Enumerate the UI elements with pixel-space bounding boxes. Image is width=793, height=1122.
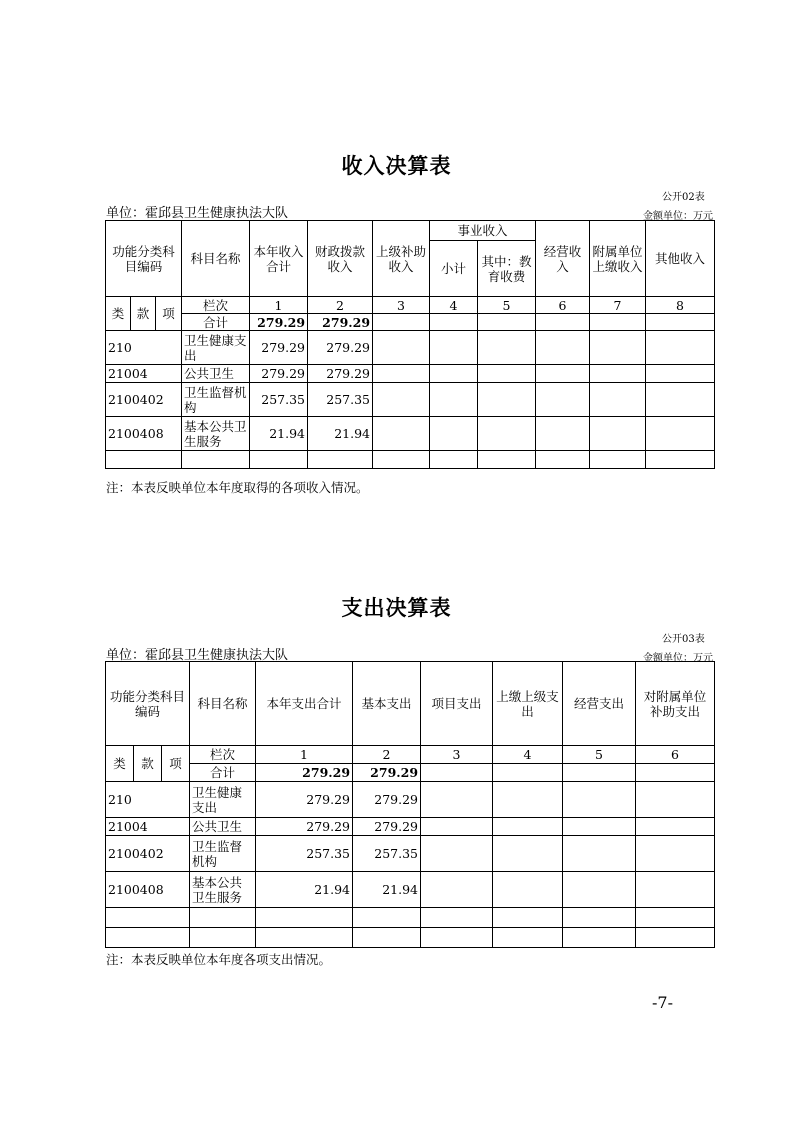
expense-header-xiang: 项 xyxy=(162,746,190,782)
table-row xyxy=(106,836,715,872)
expense-col-num: 6 xyxy=(636,746,715,764)
income-total-label: 合计 xyxy=(182,314,250,331)
row-name: 卫生监督机构 xyxy=(182,383,250,417)
row-total: 257.35 xyxy=(250,383,308,417)
row-total: 257.35 xyxy=(256,836,353,872)
expense-column-no-label: 栏次 xyxy=(190,746,256,764)
expense-header-lei: 类 xyxy=(106,746,134,782)
income-col-num: 3 xyxy=(373,297,430,314)
income-col-num: 1 xyxy=(250,297,308,314)
expense-total-basic: 279.29 xyxy=(353,764,421,782)
row-total: 21.94 xyxy=(256,872,353,908)
row-total: 279.29 xyxy=(256,818,353,836)
table-row-empty xyxy=(106,928,715,948)
row-total: 279.29 xyxy=(256,782,353,818)
income-amount-unit: 金额单位：万元 xyxy=(643,211,713,222)
income-total-row xyxy=(106,314,715,331)
expense-note: 注：本表反映单位本年度各项支出情况。 xyxy=(106,952,332,967)
row-name: 卫生监督机构 xyxy=(190,836,256,872)
expense-header-project: 项目支出 xyxy=(421,662,493,746)
expense-amount-unit: 金额单位：万元 xyxy=(643,653,713,664)
income-header-superior: 上级补助收入 xyxy=(373,221,430,297)
row-name: 基本公共卫生服务 xyxy=(190,872,256,908)
income-header-fiscal: 财政拨款收入 xyxy=(308,221,373,297)
expense-header-func-code: 功能分类科目编码 xyxy=(106,662,190,746)
row-name: 卫生健康支出 xyxy=(182,331,250,365)
income-note: 注：本表反映单位本年度取得的各项收入情况。 xyxy=(106,480,369,495)
expense-col-num: 5 xyxy=(563,746,636,764)
income-col-num: 6 xyxy=(536,297,590,314)
table-row-empty xyxy=(106,908,715,928)
table-row xyxy=(106,872,715,908)
row-total: 279.29 xyxy=(250,365,308,383)
row-code: 2100408 xyxy=(106,872,190,908)
expense-header-kuan: 款 xyxy=(134,746,162,782)
income-header-subtotal: 小计 xyxy=(430,241,478,297)
expense-total-row xyxy=(106,764,715,782)
table-row xyxy=(106,383,715,417)
row-code: 21004 xyxy=(106,818,190,836)
row-code: 210 xyxy=(106,331,182,365)
income-column-no-label: 栏次 xyxy=(182,297,250,314)
income-form-no: 公开02表 xyxy=(662,192,705,203)
row-fiscal: 257.35 xyxy=(308,383,373,417)
expense-title: 支出决算表 xyxy=(341,596,452,620)
expense-unit-label: 单位：霍邱县卫生健康执法大队 xyxy=(106,648,289,663)
expense-total-label: 合计 xyxy=(190,764,256,782)
income-header-func-code: 功能分类科目编码 xyxy=(106,221,182,297)
income-header-other: 其他收入 xyxy=(646,221,715,297)
income-header-total: 本年收入合计 xyxy=(250,221,308,297)
income-unit-label: 单位：霍邱县卫生健康执法大队 xyxy=(106,206,289,221)
income-total-fiscal: 279.29 xyxy=(308,314,373,331)
income-header-edu: 其中：教育收费 xyxy=(478,241,536,297)
table-row xyxy=(106,417,715,451)
table-row xyxy=(106,782,715,818)
expense-col-num: 3 xyxy=(421,746,493,764)
expense-total-value: 279.29 xyxy=(256,764,353,782)
row-fiscal: 279.29 xyxy=(308,365,373,383)
expense-header-upper: 上缴上级支出 xyxy=(493,662,563,746)
expense-col-num: 4 xyxy=(493,746,563,764)
row-name: 公共卫生 xyxy=(190,818,256,836)
expense-col-num: 1 xyxy=(256,746,353,764)
income-col-num: 2 xyxy=(308,297,373,314)
row-code: 2100402 xyxy=(106,836,190,872)
row-fiscal: 21.94 xyxy=(308,417,373,451)
income-header-xiang: 项 xyxy=(156,297,182,331)
table-row xyxy=(106,818,715,836)
row-code: 2100402 xyxy=(106,383,182,417)
expense-form-no: 公开03表 xyxy=(662,634,705,645)
row-name: 基本公共卫生服务 xyxy=(182,417,250,451)
income-header-affiliated: 附属单位上缴收入 xyxy=(590,221,646,297)
expense-header-total: 本年支出合计 xyxy=(256,662,353,746)
row-basic: 279.29 xyxy=(353,818,421,836)
income-col-num: 4 xyxy=(430,297,478,314)
income-col-num: 7 xyxy=(590,297,646,314)
income-header-subject: 科目名称 xyxy=(182,221,250,297)
table-row xyxy=(106,331,715,365)
row-name: 卫生健康支出 xyxy=(190,782,256,818)
row-code: 21004 xyxy=(106,365,182,383)
row-total: 21.94 xyxy=(250,417,308,451)
expense-header-operating: 经营支出 xyxy=(563,662,636,746)
page-number: -7- xyxy=(652,993,673,1012)
expense-header-basic: 基本支出 xyxy=(353,662,421,746)
income-header-kuan: 款 xyxy=(131,297,156,331)
row-basic: 257.35 xyxy=(353,836,421,872)
expense-header-subsidy: 对附属单位补助支出 xyxy=(636,662,715,746)
row-name: 公共卫生 xyxy=(182,365,250,383)
income-header-business: 事业收入 xyxy=(430,221,536,241)
row-total: 279.29 xyxy=(250,331,308,365)
row-code: 2100408 xyxy=(106,417,182,451)
income-col-num: 8 xyxy=(646,297,715,314)
expense-col-num: 2 xyxy=(353,746,421,764)
expense-header-subject: 科目名称 xyxy=(190,662,256,746)
income-total-value: 279.29 xyxy=(250,314,308,331)
income-col-num: 5 xyxy=(478,297,536,314)
income-table xyxy=(105,220,715,469)
row-basic: 21.94 xyxy=(353,872,421,908)
expense-table xyxy=(105,661,715,948)
table-row-empty xyxy=(106,451,715,469)
income-header-operating: 经营收入 xyxy=(536,221,590,297)
table-row xyxy=(106,365,715,383)
income-header-lei: 类 xyxy=(106,297,131,331)
row-basic: 279.29 xyxy=(353,782,421,818)
income-title: 收入决算表 xyxy=(341,154,452,178)
row-fiscal: 279.29 xyxy=(308,331,373,365)
row-code: 210 xyxy=(106,782,190,818)
